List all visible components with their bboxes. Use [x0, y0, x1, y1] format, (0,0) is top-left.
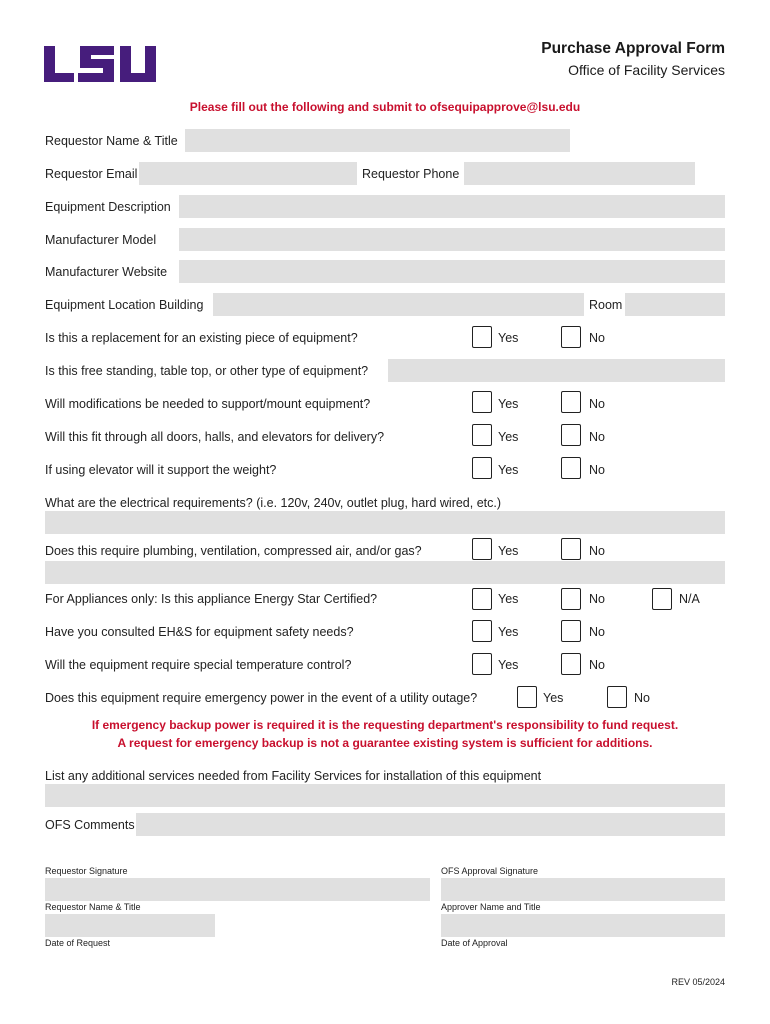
- fit-doors-question: Will this fit through all doors, halls, and elevators for delivery?: [45, 430, 385, 444]
- approver-name-title-label: Approver Name and Title: [441, 902, 541, 912]
- submit-instruction: Please fill out the following and submit to ofsequipapprove@lsu.edu: [189, 100, 581, 114]
- equipment-description-field[interactable]: [179, 195, 725, 218]
- emergency-power-question: Does this equipment require emergency power in the event of a utility outage?: [45, 691, 478, 705]
- ofs-comments-field[interactable]: [136, 813, 725, 836]
- approver-name-title-field[interactable]: [441, 914, 725, 937]
- requestor-email-field[interactable]: [139, 162, 357, 185]
- room-label: Room: [589, 298, 623, 312]
- replacement-yes-checkbox[interactable]: [472, 326, 492, 348]
- emergency-warning-line2: A request for emergency backup is not a guarantee existing system is sufficient for additions.: [117, 736, 653, 750]
- manufacturer-website-label: Manufacturer Website: [45, 265, 168, 279]
- energy-star-na-checkbox[interactable]: [652, 588, 672, 610]
- energy-star-na-label: N/A: [679, 592, 700, 606]
- temperature-no-label: No: [589, 658, 605, 672]
- emergency-power-yes-checkbox[interactable]: [517, 686, 537, 708]
- replacement-no-checkbox[interactable]: [561, 326, 581, 348]
- manufacturer-model-label: Manufacturer Model: [45, 233, 157, 247]
- requestor-email-label: Requestor Email: [45, 167, 138, 181]
- room-field[interactable]: [625, 293, 725, 316]
- additional-services-field[interactable]: [45, 784, 725, 807]
- ofs-approval-signature-label: OFS Approval Signature: [441, 866, 539, 876]
- modifications-no-label: No: [589, 397, 605, 411]
- modifications-yes-checkbox[interactable]: [472, 391, 492, 413]
- energy-star-yes-checkbox[interactable]: [472, 588, 492, 610]
- equipment-location-building-label: Equipment Location Building: [45, 298, 204, 312]
- plumbing-yes-checkbox[interactable]: [472, 538, 492, 560]
- requestor-signature-label: Requestor Signature: [45, 866, 128, 876]
- elevator-weight-no-checkbox[interactable]: [561, 457, 581, 479]
- fit-doors-no-checkbox[interactable]: [561, 424, 581, 446]
- ofs-approval-signature-field[interactable]: [441, 878, 725, 901]
- plumbing-question: Does this require plumbing, ventilation, compressed air, and/or gas?: [45, 544, 422, 558]
- ehs-no-label: No: [589, 625, 605, 639]
- temperature-yes-checkbox[interactable]: [472, 653, 492, 675]
- replacement-yes-label: Yes: [498, 331, 519, 345]
- modifications-question: Will modifications be needed to support/mount equipment?: [45, 397, 371, 411]
- fit-doors-yes-label: Yes: [498, 430, 519, 444]
- energy-star-question: For Appliances only: Is this appliance Energy Star Certified?: [45, 592, 378, 606]
- ehs-question: Have you consulted EH&S for equipment safety needs?: [45, 625, 354, 639]
- modifications-yes-label: Yes: [498, 397, 519, 411]
- electrical-question: What are the electrical requirements? (i.e. 120v, 240v, outlet plug, hard wired, etc.): [45, 496, 502, 510]
- requestor-phone-label: Requestor Phone: [362, 167, 460, 181]
- emergency-power-no-checkbox[interactable]: [607, 686, 627, 708]
- ehs-yes-checkbox[interactable]: [472, 620, 492, 642]
- requestor-signature-field[interactable]: [45, 878, 430, 901]
- requestor-name-title-field[interactable]: [185, 129, 570, 152]
- energy-star-no-checkbox[interactable]: [561, 588, 581, 610]
- plumbing-no-label: No: [589, 544, 605, 558]
- form-subtitle: Office of Facility Services: [568, 62, 725, 78]
- form-title: Purchase Approval Form: [541, 40, 725, 57]
- requestor-name-title-label: Requestor Name & Title: [45, 134, 178, 148]
- ofs-comments-label: OFS Comments: [45, 818, 135, 832]
- elevator-weight-yes-label: Yes: [498, 463, 519, 477]
- free-standing-question: Is this free standing, table top, or other type of equipment?: [45, 364, 369, 378]
- replacement-question: Is this a replacement for an existing piece of equipment?: [45, 331, 358, 345]
- emergency-power-yes-label: Yes: [543, 691, 564, 705]
- temperature-question: Will the equipment require special temperature control?: [45, 658, 352, 672]
- elevator-weight-no-label: No: [589, 463, 605, 477]
- equipment-description-label: Equipment Description: [45, 200, 171, 214]
- requestor-name-title-sig-field[interactable]: [45, 914, 215, 937]
- energy-star-no-label: No: [589, 592, 605, 606]
- emergency-power-no-label: No: [634, 691, 650, 705]
- ehs-yes-label: Yes: [498, 625, 519, 639]
- date-of-approval-label: Date of Approval: [441, 938, 508, 948]
- ehs-no-checkbox[interactable]: [561, 620, 581, 642]
- replacement-no-label: No: [589, 331, 605, 345]
- fit-doors-yes-checkbox[interactable]: [472, 424, 492, 446]
- elevator-weight-question: If using elevator will it support the weight?: [45, 463, 277, 477]
- temperature-yes-label: Yes: [498, 658, 519, 672]
- date-of-request-label: Date of Request: [45, 938, 111, 948]
- requestor-name-title-sig-label: Requestor Name & Title: [45, 902, 141, 912]
- fit-doors-no-label: No: [589, 430, 605, 444]
- free-standing-field[interactable]: [388, 359, 725, 382]
- additional-services-label: List any additional services needed from Facility Services for installation of this equipment: [45, 769, 542, 783]
- plumbing-field[interactable]: [45, 561, 725, 584]
- lsu-logo: [44, 46, 156, 82]
- energy-star-yes-label: Yes: [498, 592, 519, 606]
- revision-label: REV 05/2024: [671, 977, 725, 987]
- elevator-weight-yes-checkbox[interactable]: [472, 457, 492, 479]
- emergency-warning-line1: If emergency backup power is required it is the requesting department's responsibility to fund request.: [91, 718, 679, 732]
- temperature-no-checkbox[interactable]: [561, 653, 581, 675]
- modifications-no-checkbox[interactable]: [561, 391, 581, 413]
- equipment-location-building-field[interactable]: [213, 293, 584, 316]
- manufacturer-website-field[interactable]: [179, 260, 725, 283]
- electrical-field[interactable]: [45, 511, 725, 534]
- plumbing-no-checkbox[interactable]: [561, 538, 581, 560]
- requestor-phone-field[interactable]: [464, 162, 695, 185]
- plumbing-yes-label: Yes: [498, 544, 519, 558]
- manufacturer-model-field[interactable]: [179, 228, 725, 251]
